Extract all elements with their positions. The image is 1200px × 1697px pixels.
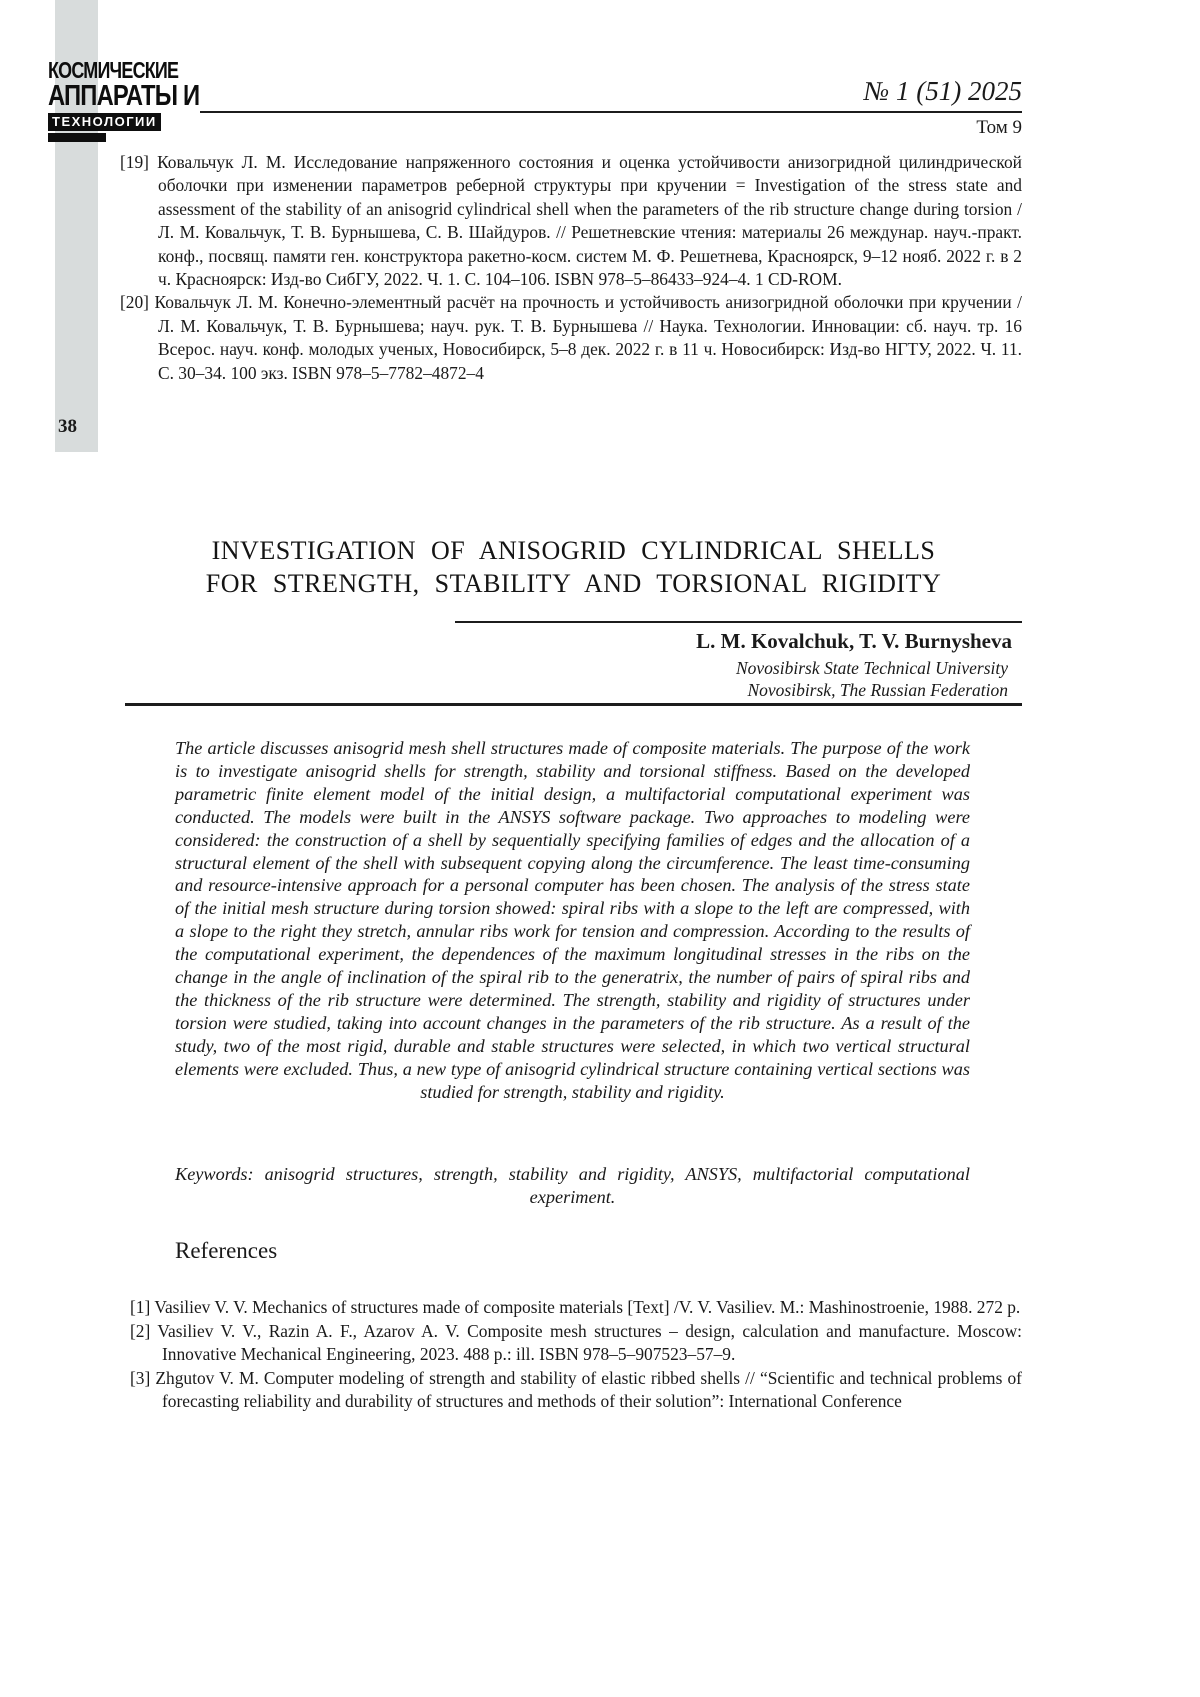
logo-line-3: ТЕХНОЛОГИИ: [48, 113, 161, 131]
journal-logo: [48, 58, 208, 142]
references-heading: References: [175, 1238, 278, 1263]
affiliation-line-1: Novosibirsk State Technical University: [735, 658, 1008, 678]
reference-text: Ковальчук Л. М. Исследование напряженного состояния и оценка устойчивости анизогридной цилиндрической оболочки при изменении параметров реберной структуры при кручении = Investigation of the stress state and assessment of the stability of an anisogrid cylindrical shell when the parameters of the rib structure change during torsion / Л. М. Ковальчук, Т. В. Бурнышева, С. В. Шайдуров. // Решетневские чтения: материалы 26 междунар. науч.-практ. конф., посвящ. памяти ген. конструктора ракетно-косм. систем М. Ф. Решетнева, Красноярск, 9–12 нояб. 2022 г. в 2 ч. Красноярск: Изд-во СибГУ, 2022. Ч. 1. С. 104–106. ISBN 978–5–86433–924–4. 1 CD-ROM.: [157, 152, 1022, 290]
article-keywords: Keywords: anisogrid structures, strength, stability and rigidity, ANSYS, multifactorial computational experiment.: [175, 1164, 970, 1207]
logo-line-1: КОСМИЧЕСКИЕ: [48, 57, 179, 83]
article-title-line-2: FOR STRENGTH, STABILITY AND TORSIONAL RIGIDITY: [205, 569, 942, 598]
article-abstract: The article discusses anisogrid mesh shell structures made of composite materials. The purpose of the work is to investigate anisogrid shells for strength, stability and torsional stiffness. Based on the developed parametric finite element model of the initial design, a multifactorial computational experiment was conducted. The models were built in the ANSYS software package. Two approaches to modeling were considered: the construction of a shell by sequentially specifying families of edges and the allocation of a structural element of the shell with subsequent copying along the circumference. The least time-consuming and resource-intensive approach for a personal computer has been chosen. The analysis of the stress state of the initial mesh structure during torsion showed: spiral ribs with a slope to the left are compressed, with a slope to the right they stretch, annular ribs work for tension and compression. According to the results of the computational experiment, the dependences of the maximum longitudinal stresses in the ribs on the change in the angle of inclination of the spiral rib to the generatrix, the number of pairs of spiral ribs and the thickness of the rib structure were determined. The strength, stability and rigidity of structures under torsion were studied, taking into account changes in the parameters of the rib structure. As a result of the study, two of the most rigid, durable and stable structures were selected, in which two vertical structural elements were excluded. Thus, a new type of anisogrid cylindrical structure containing vertical sections was studied for strength, stability and rigidity.: [175, 738, 970, 1102]
reference-item-1: [130, 1296, 1022, 1320]
article-title-line-1: INVESTIGATION OF ANISOGRID CYLINDRICAL SHELLS: [211, 536, 936, 565]
reference-item-19: [120, 151, 1022, 291]
reference-number: [2]: [130, 1320, 151, 1341]
reference-number: [1]: [130, 1297, 151, 1317]
affiliation-line-2: Novosibirsk, The Russian Federation: [747, 680, 1008, 700]
reference-number: [20]: [120, 292, 149, 313]
journal-issue-number: № 1 (51) 2025: [863, 76, 1022, 106]
journal-volume: Том 9: [976, 117, 1022, 138]
logo-substrip: [48, 133, 106, 142]
reference-text: Zhgutov V. M. Computer modeling of strength and stability of elastic ribbed shells // “Scientific and technical problems of forecasting reliability and durability of structures and methods of their solution”: International Conference: [155, 1367, 1022, 1411]
reference-text: Vasiliev V. V. Mechanics of structures made of composite materials [Text] /V. V. Vasiliev. M.: Mashinostroenie, 1988. 272 p.: [154, 1297, 1021, 1317]
reference-number: [3]: [130, 1367, 151, 1388]
article-authors: L. M. Kovalchuk, T. V. Burnysheva: [696, 629, 1012, 653]
section-rule: [125, 703, 1022, 706]
title-rule: [455, 621, 1022, 623]
reference-item-20: [120, 291, 1022, 385]
reference-item-3: [130, 1367, 1022, 1414]
reference-text: Vasiliev V. V., Razin A. F., Azarov A. V. Composite mesh structures – design, calculation and manufacture. Moscow: Innovative Mechanical Engineering, 2023. 488 p.: ill. ISBN 978–5–907523–57–9.: [157, 1320, 1022, 1364]
references-english-list: [130, 1296, 1022, 1414]
article-affiliation: [736, 657, 1008, 701]
article-title: [125, 534, 1022, 600]
reference-number: [19]: [120, 152, 149, 172]
header-rule: [200, 111, 1022, 113]
reference-text: Ковальчук Л. М. Конечно-элементный расчёт на прочность и устойчивость анизогридной оболочки при кручении / Л. М. Ковальчук, Т. В. Бурнышева; науч. рук. Т. В. Бурнышева // Наука. Технологии. Инновации: сб. науч. тр. 16 Всерос. науч. конф. молодых ученых, Новосибирск, 5–8 дек. 2022 г. в 11 ч. Новосибирск: Изд-во НГТУ, 2022. Ч. 11. С. 30–34. 100 экз. ISBN 978–5–7782–4872–4: [154, 292, 1022, 383]
references-russian-list: [120, 151, 1022, 385]
page-number: 38: [58, 416, 77, 437]
logo-line-2: АППАРАТЫ И: [48, 80, 200, 112]
reference-item-2: [130, 1320, 1022, 1367]
